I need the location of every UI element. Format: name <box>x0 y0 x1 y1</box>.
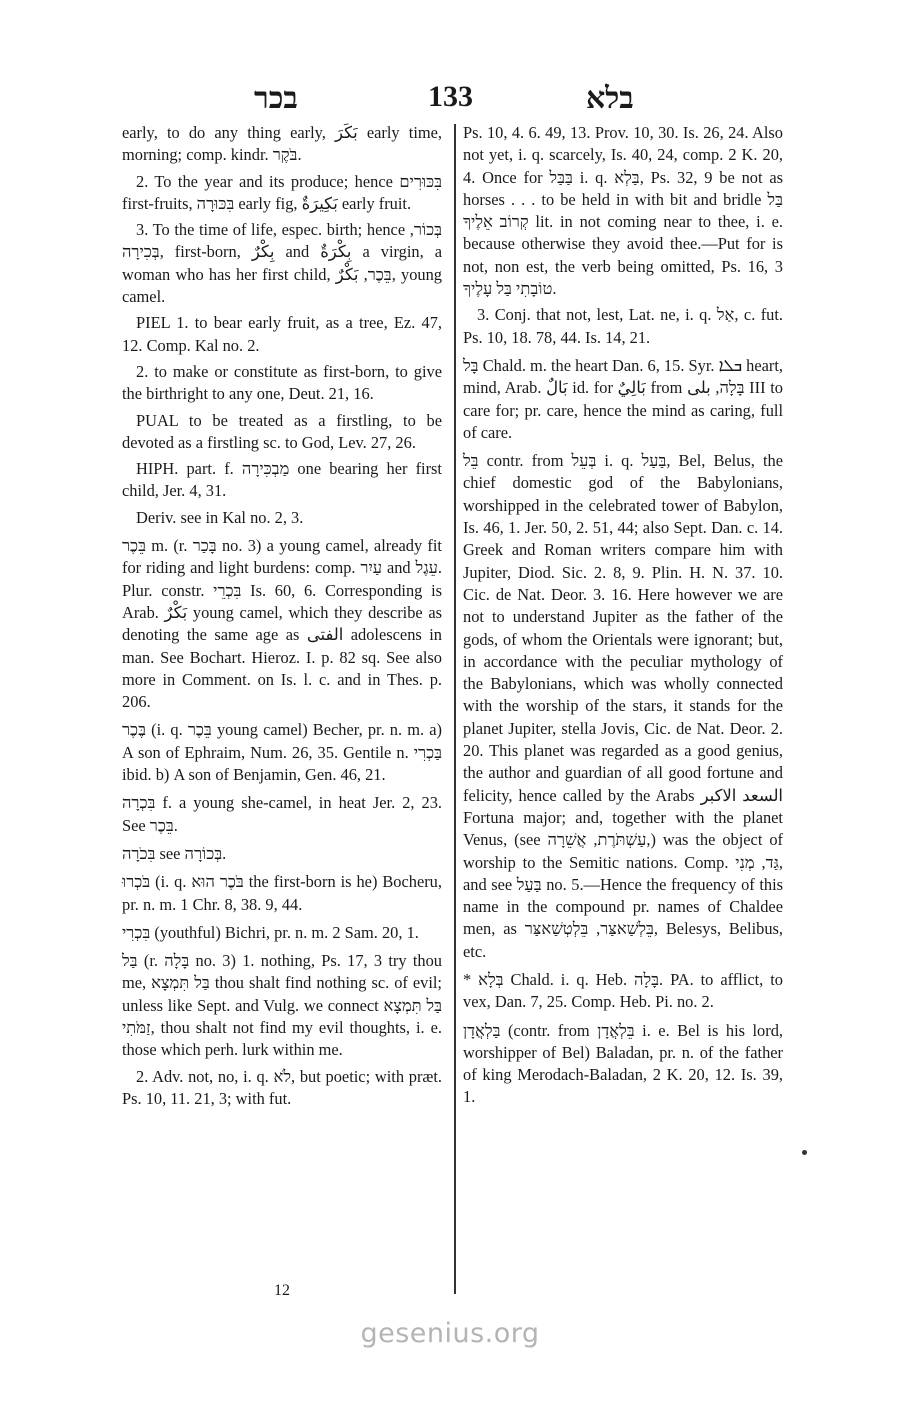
right-column-paragraph: בַּלְאֲדָן (contr. from בֵּלְאֲדָן i. e. Bel is his lord, worshipper of Bel) Baladan, pr. n. of the father of king Merodach-Baladan, 2 K. 20, 12. Is. 39, 1. <box>463 1020 783 1107</box>
left-column <box>122 122 442 1114</box>
running-head-right: בלא <box>586 82 634 115</box>
left-column-paragraph: Deriv. see in Kal no. 2, 3. <box>136 507 304 527</box>
left-column-paragraph: בֹּכְרוּ (i. q. בֹּכֶר הוּא the first-born is he) Bocheru, pr. n. m. 1 Chr. 8, 38. 9, 44. <box>122 872 442 914</box>
left-column-paragraph: בֵּכֶר m. (r. בָּכַר no. 3) a young camel, already fit for riding and light burdens: comp. עַיִר and עֵגֶל. Plur. constr. בִּכְרֵי Is. 60, 6. Corresponding is Arab. بَكْرٌ young camel, which they describe as denoting the same age as الفتى adolescens in man. See Bochart. Hieroz. I. p. 82 sq. See also more in Comment. on Is. l. c. and in Thes. p. 206. <box>122 536 442 712</box>
signature-mark: 12 <box>274 1282 290 1299</box>
left-column-paragraph: HIPH. part. f. מַבְכִּירָה one bearing her first child, Jer. 4, 31. <box>122 459 442 501</box>
page-number: 133 <box>428 80 473 113</box>
right-column-paragraph: * בְּלָא Chald. i. q. Heb. בָּלָה. PA. to afflict, to vex, Dan. 7, 25. Comp. Heb. Pi. no. 2. <box>463 969 784 1012</box>
right-column <box>463 122 783 1113</box>
left-column-paragraph: PIEL 1. to bear early fruit, as a tree, Ez. 47, 12. Comp. Kal no. 2. <box>122 313 442 355</box>
left-column-paragraph: PUAL to be treated as a firstling, to be devoted as a firstling sc. to God, Lev. 27, 26. <box>122 410 442 452</box>
right-column-paragraph: בֵּל contr. from בְּעֵל i. q. בַּעַל, Bel, Belus, the chief domestic god of the Babylonians, worshipped in the celebrated tower of Babylon, Is. 46, 1. Jer. 50, 2. 51, 44; also Sept. Dan. c. 14. Greek and Roman writers compare him with Jupiter, Diod. Sic. 2. 8, 9. Plin. H. N. 37. 10. Cic. de Nat. Deor. 3. 16. Here however we are not to understand Jupiter as the father of the gods, of whom the Orientals were ignorant; but, in accordance with the peculiar mythology of the Babylonians, which was wholly connected with the worship of the stars, it stands for the planet Jupiter, stella Jovis, Cic. de Nat. Deor. 2. 20. This planet was regarded as a good genius, the author and guardian of all good fortune and felicity, hence called by the Arabs السعد الاكبر Fortuna major; and, together with the planet Venus, (see עַשְׁתֹּרֶת, אֲשֵׁרָה,) was the object of worship to the Semitic nations. Comp. גַּד, מְנִי, and see בַּעַל no. 5.—Hence the frequency of this name in the compound pr. names of Chaldee men, as בֵּלְשַׁאצַּר, בֵּלְטְשַׁאצַּר, Belesys, Belibus, etc. <box>463 451 784 961</box>
left-column-paragraph: early, to do any thing early, بَكَرَ early time, morning; comp. kindr. בֹּקֶר. <box>122 123 443 165</box>
left-column-paragraph: 2. to make or constitute as first-born, to give the birthright to any one, Deut. 21, 16. <box>122 361 442 404</box>
left-column-paragraph: בִּכֹרָה see בְּכוֹרָה. <box>122 843 227 863</box>
left-column-paragraph: בִּכְרָה f. a young she-camel, in heat Jer. 2, 23. See בֵּכֶר. <box>122 793 442 835</box>
right-column-paragraph: Ps. 10, 4. 6. 49, 13. Prov. 10, 30. Is. 26, 24. Also not yet, i. q. scarcely, Is. 40, 24, comp. 2 K. 20, 4. Once for בַּבַּל i. q. בַּלְא, Ps. 32, 9 be not as horses . . . to be held in with bit and bridle בַּל קְרוֹב אֵלֶיךָ lit. in not coming near to thee, i. e. because otherwise they avoid thee.—Put for is not, non est, the verb being omitted, Ps. 16, 3 טוֹבָתִי בַּל עָלֶיךָ. <box>463 123 783 299</box>
right-column-paragraph: בָּל Chald. m. the heart Dan. 6, 15. Syr. ܒܠܐ heart, mind, Arab. بَالٌ id. for بَالِيٌ from בָּלָה, بلى III to care for; pr. care, hence the mind as caring, full of care. <box>463 355 784 442</box>
left-column-paragraph: 2. Adv. not, no, i. q. לֹא, but poetic; with præt. Ps. 10, 11. 21, 3; with fut. <box>122 1066 442 1108</box>
left-column-paragraph: בִּכְרִי (youthful) Bichri, pr. n. m. 2 Sam. 20, 1. <box>122 922 419 942</box>
left-column-paragraph: בַּל (r. בָּלָה no. 3) 1. nothing, Ps. 17, 3 try thou me, בַּל תִּמְצָא thou shalt find nothing sc. of evil; unless like Sept. and Vulg. we connect בַּל תִּמְצָא זַמֹּתִי, thou shalt not find my evil thoughts, i. e. those which perh. lurk within me. <box>122 951 442 1060</box>
column-divider <box>454 124 456 1294</box>
page-header <box>0 70 900 120</box>
left-column-paragraph: 2. To the year and its produce; hence בִּכּוּרִים first-fruits, בִּכּוּרָה early fig, بَكِيرَةٌ early fruit. <box>122 171 442 213</box>
left-column-paragraph: 3. To the time of life, espec. birth; hence בְּכוֹר, בְּכִירָה, first-born, بِكْرٌ and بِكْرَةٌ a virgin, a woman who has her first child, בֵּכֶר, بَكْرٌ, young camel. <box>122 220 443 307</box>
right-column-paragraph: 3. Conj. that not, lest, Lat. ne, i. q. אַל, c. fut. Ps. 10, 18. 78, 44. Is. 14, 21. <box>463 305 783 347</box>
left-column-paragraph: בֶּכֶר (i. q. בֵּכֶר young camel) Becher, pr. n. m. a) A son of Ephraim, Num. 26, 35. Gentile n. בַּכְרִי ibid. b) A son of Benjamin, Gen. 46, 21. <box>122 720 442 785</box>
margin-dot <box>802 1150 807 1155</box>
running-head-left: בכר <box>254 82 298 115</box>
watermark: gesenius.org <box>360 1318 540 1349</box>
